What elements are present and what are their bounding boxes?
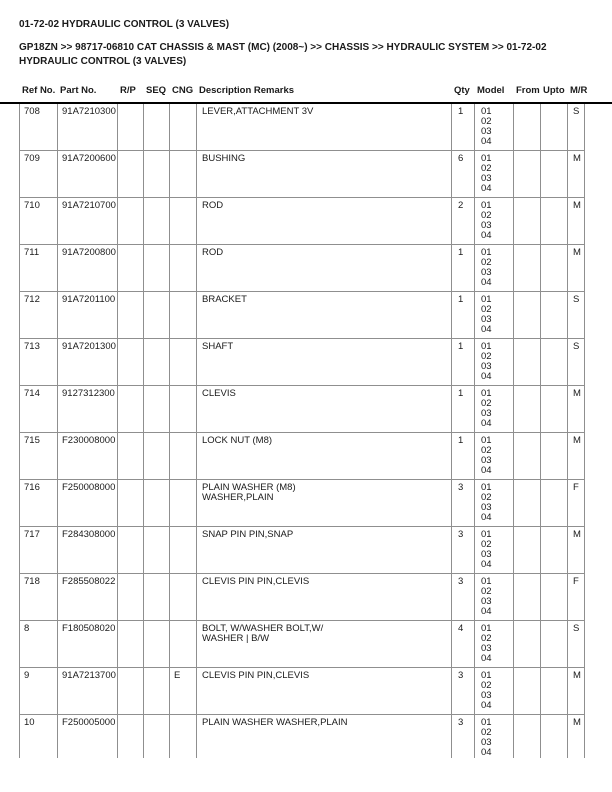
ref-no-cell: 715 [20, 433, 58, 479]
page-title: 01-72-02 HYDRAULIC CONTROL (3 VALVES) [19, 19, 230, 30]
model-cell: 01 02 03 04 [475, 151, 514, 197]
qty-cell: 3 [452, 480, 475, 526]
table-row [20, 527, 585, 574]
cng-cell [170, 480, 197, 526]
cng-cell [170, 386, 197, 432]
rp-cell [118, 574, 144, 620]
seq-cell [144, 386, 170, 432]
seq-cell [144, 668, 170, 714]
upto-cell [541, 574, 568, 620]
mr-cell: M [568, 433, 585, 479]
rp-cell [118, 433, 144, 479]
part-no-cell: F180508020 [58, 621, 118, 667]
mr-cell: F [568, 574, 585, 620]
seq-cell [144, 715, 170, 758]
rp-cell [118, 292, 144, 338]
cng-cell [170, 104, 197, 150]
upto-cell [541, 151, 568, 197]
col-header-mr: M/R [570, 85, 588, 96]
from-cell [514, 668, 541, 714]
from-cell [514, 245, 541, 291]
qty-cell: 6 [452, 151, 475, 197]
qty-cell: 1 [452, 339, 475, 385]
part-no-cell: 9127312300 [58, 386, 118, 432]
table-row [20, 480, 585, 527]
table-row [20, 245, 585, 292]
qty-cell: 3 [452, 527, 475, 573]
part-no-cell: 91A7210300 [58, 104, 118, 150]
table-row [20, 198, 585, 245]
upto-cell [541, 480, 568, 526]
cng-cell [170, 339, 197, 385]
cng-cell [170, 715, 197, 758]
from-cell [514, 386, 541, 432]
mr-cell: M [568, 527, 585, 573]
col-header-qty: Qty [454, 85, 470, 96]
part-no-cell: F284308000 [58, 527, 118, 573]
ref-no-cell: 714 [20, 386, 58, 432]
seq-cell [144, 292, 170, 338]
table-row [20, 151, 585, 198]
breadcrumb: GP18ZN >> 98717-06810 CAT CHASSIS & MAST (MC) (2008~) >> CHASSIS >> HYDRAULIC SYSTEM >> 01-72-02 HYDRAULIC CONTROL (3 VALVES) [19, 42, 547, 67]
model-cell: 01 02 03 04 [475, 480, 514, 526]
description-cell: CLEVIS [197, 386, 452, 432]
ref-no-cell: 711 [20, 245, 58, 291]
upto-cell [541, 386, 568, 432]
col-header-rp: R/P [120, 85, 136, 96]
from-cell [514, 339, 541, 385]
qty-cell: 2 [452, 198, 475, 244]
part-no-cell: 91A7210700 [58, 198, 118, 244]
description-cell: CLEVIS PIN PIN,CLEVIS [197, 668, 452, 714]
part-no-cell: 91A7213700 [58, 668, 118, 714]
cng-cell [170, 245, 197, 291]
seq-cell [144, 527, 170, 573]
cng-cell [170, 527, 197, 573]
col-header-cng: CNG [172, 85, 194, 96]
description-cell: PLAIN WASHER (M8) WASHER,PLAIN [197, 480, 452, 526]
mr-cell: M [568, 151, 585, 197]
model-cell: 01 02 03 04 [475, 339, 514, 385]
rp-cell [118, 151, 144, 197]
rp-cell [118, 621, 144, 667]
part-no-cell: F285508022 [58, 574, 118, 620]
model-cell: 01 02 03 04 [475, 104, 514, 150]
from-cell [514, 621, 541, 667]
from-cell [514, 480, 541, 526]
description-cell: SHAFT [197, 339, 452, 385]
from-cell [514, 104, 541, 150]
upto-cell [541, 104, 568, 150]
seq-cell [144, 339, 170, 385]
col-header-upto: Upto [543, 85, 565, 96]
col-header-model: Model [477, 85, 505, 96]
qty-cell: 4 [452, 621, 475, 667]
mr-cell: S [568, 104, 585, 150]
table-column-headers [19, 85, 588, 96]
description-cell: BRACKET [197, 292, 452, 338]
seq-cell [144, 151, 170, 197]
description-cell: BOLT, W/WASHER BOLT,W/ WASHER | B/W [197, 621, 452, 667]
rp-cell [118, 386, 144, 432]
cng-cell [170, 433, 197, 479]
ref-no-cell: 710 [20, 198, 58, 244]
upto-cell [541, 198, 568, 244]
from-cell [514, 292, 541, 338]
description-cell: BUSHING [197, 151, 452, 197]
upto-cell [541, 292, 568, 338]
cng-cell [170, 292, 197, 338]
ref-no-cell: 9 [20, 668, 58, 714]
table-row [20, 715, 585, 758]
part-no-cell: 91A7201100 [58, 292, 118, 338]
description-cell: LEVER,ATTACHMENT 3V [197, 104, 452, 150]
model-cell: 01 02 03 04 [475, 574, 514, 620]
model-cell: 01 02 03 04 [475, 668, 514, 714]
table-row [20, 386, 585, 433]
rp-cell [118, 245, 144, 291]
qty-cell: 1 [452, 245, 475, 291]
from-cell [514, 151, 541, 197]
model-cell: 01 02 03 04 [475, 386, 514, 432]
part-no-cell: 91A7200800 [58, 245, 118, 291]
mr-cell: M [568, 386, 585, 432]
upto-cell [541, 621, 568, 667]
qty-cell: 3 [452, 668, 475, 714]
mr-cell: M [568, 245, 585, 291]
parts-table-body [19, 104, 585, 758]
ref-no-cell: 8 [20, 621, 58, 667]
ref-no-cell: 717 [20, 527, 58, 573]
table-row [20, 292, 585, 339]
qty-cell: 1 [452, 104, 475, 150]
qty-cell: 1 [452, 292, 475, 338]
col-header-ref-no: Ref No. [22, 85, 56, 96]
cng-cell [170, 198, 197, 244]
upto-cell [541, 527, 568, 573]
upto-cell [541, 715, 568, 758]
rp-cell [118, 339, 144, 385]
mr-cell: M [568, 715, 585, 758]
table-row [20, 433, 585, 480]
seq-cell [144, 104, 170, 150]
from-cell [514, 574, 541, 620]
qty-cell: 1 [452, 433, 475, 479]
table-row [20, 621, 585, 668]
mr-cell: M [568, 668, 585, 714]
part-no-cell: 91A7201300 [58, 339, 118, 385]
upto-cell [541, 668, 568, 714]
model-cell: 01 02 03 04 [475, 198, 514, 244]
description-cell: CLEVIS PIN PIN,CLEVIS [197, 574, 452, 620]
description-cell: PLAIN WASHER WASHER,PLAIN [197, 715, 452, 758]
rp-cell [118, 668, 144, 714]
ref-no-cell: 712 [20, 292, 58, 338]
description-cell: ROD [197, 245, 452, 291]
table-row [20, 339, 585, 386]
part-no-cell: F250005000 [58, 715, 118, 758]
qty-cell: 3 [452, 574, 475, 620]
col-header-seq: SEQ [146, 85, 167, 96]
cng-cell [170, 151, 197, 197]
rp-cell [118, 715, 144, 758]
table-row [20, 574, 585, 621]
cng-cell: E [170, 668, 197, 714]
description-cell: ROD [197, 198, 452, 244]
model-cell: 01 02 03 04 [475, 715, 514, 758]
part-no-cell: F230008000 [58, 433, 118, 479]
ref-no-cell: 709 [20, 151, 58, 197]
qty-cell: 3 [452, 715, 475, 758]
model-cell: 01 02 03 04 [475, 621, 514, 667]
table-row [20, 104, 585, 151]
part-no-cell: F250008000 [58, 480, 118, 526]
mr-cell: F [568, 480, 585, 526]
col-header-from: From [516, 85, 540, 96]
model-cell: 01 02 03 04 [475, 245, 514, 291]
from-cell [514, 433, 541, 479]
upto-cell [541, 245, 568, 291]
table-row [20, 668, 585, 715]
from-cell [514, 527, 541, 573]
description-cell: LOCK NUT (M8) [197, 433, 452, 479]
model-cell: 01 02 03 04 [475, 527, 514, 573]
ref-no-cell: 10 [20, 715, 58, 758]
upto-cell [541, 433, 568, 479]
seq-cell [144, 433, 170, 479]
from-cell [514, 715, 541, 758]
model-cell: 01 02 03 04 [475, 292, 514, 338]
seq-cell [144, 198, 170, 244]
rp-cell [118, 198, 144, 244]
seq-cell [144, 245, 170, 291]
cng-cell [170, 574, 197, 620]
mr-cell: S [568, 292, 585, 338]
ref-no-cell: 718 [20, 574, 58, 620]
seq-cell [144, 480, 170, 526]
cng-cell [170, 621, 197, 667]
rp-cell [118, 104, 144, 150]
seq-cell [144, 574, 170, 620]
ref-no-cell: 708 [20, 104, 58, 150]
description-cell: SNAP PIN PIN,SNAP [197, 527, 452, 573]
rp-cell [118, 527, 144, 573]
rp-cell [118, 480, 144, 526]
col-header-description: Description Remarks [199, 85, 295, 96]
mr-cell: S [568, 339, 585, 385]
model-cell: 01 02 03 04 [475, 433, 514, 479]
qty-cell: 1 [452, 386, 475, 432]
seq-cell [144, 621, 170, 667]
ref-no-cell: 713 [20, 339, 58, 385]
upto-cell [541, 339, 568, 385]
ref-no-cell: 716 [20, 480, 58, 526]
mr-cell: S [568, 621, 585, 667]
part-no-cell: 91A7200600 [58, 151, 118, 197]
col-header-part-no: Part No. [60, 85, 97, 96]
from-cell [514, 198, 541, 244]
mr-cell: M [568, 198, 585, 244]
